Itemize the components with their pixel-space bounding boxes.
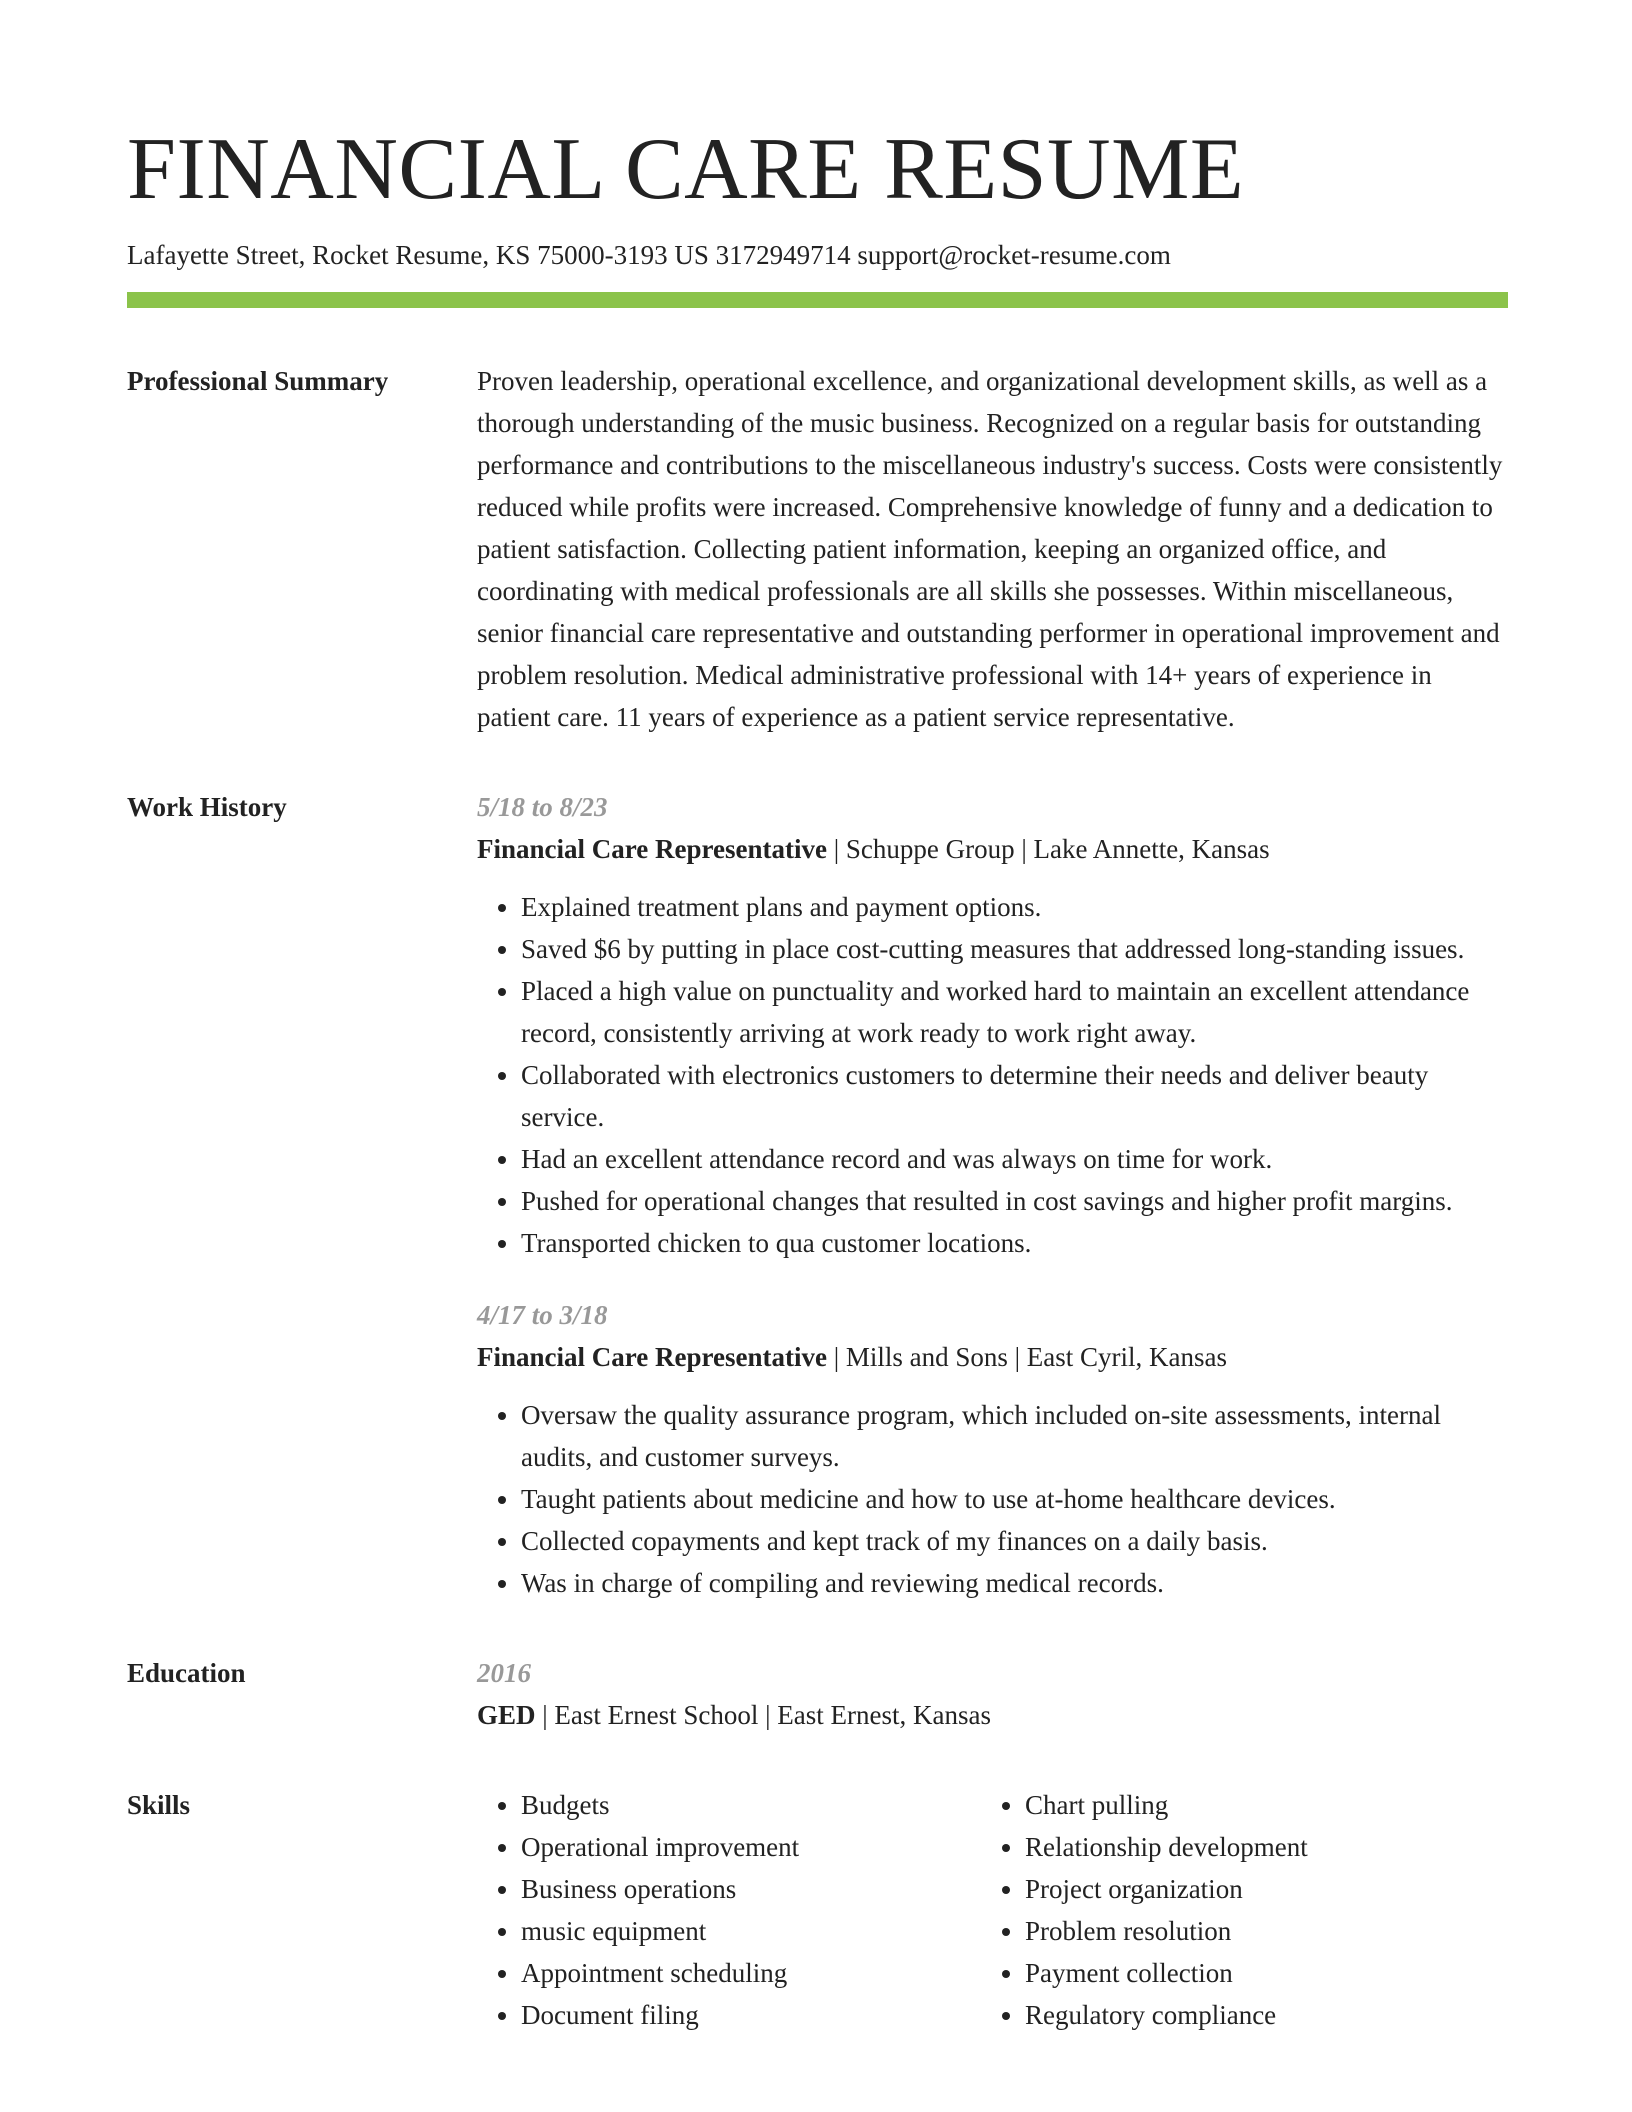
skills-heading: Skills xyxy=(127,1790,191,1820)
job-bullet: • Was in charge of compiling and reviewing medical records. xyxy=(521,1562,1508,1604)
skill-item: • Payment collection xyxy=(1025,1952,1485,1994)
job-bullet: • Explained treatment plans and payment options. xyxy=(521,886,1508,928)
job-bullet: • Placed a high value on punctuality and worked hard to maintain an excellent attendance record, consistently arriving at work ready to work right away. xyxy=(521,970,1508,1054)
job-bullet: • Collaborated with electronics customers to determine their needs and deliver beauty service. xyxy=(521,1054,1508,1138)
job-bullet: • Collected copayments and kept track of my finances on a daily basis. xyxy=(521,1520,1508,1562)
skill-item: • Appointment scheduling xyxy=(521,1952,981,1994)
job-bullet: • Transported chicken to qua customer locations. xyxy=(521,1222,1508,1264)
skills-list-left xyxy=(477,1784,981,2036)
job-details: | Schuppe Group | Lake Annette, Kansas xyxy=(826,834,1270,864)
skill-item: • Problem resolution xyxy=(1025,1910,1485,1952)
skill-item: • Chart pulling xyxy=(1025,1784,1485,1826)
job-bullet: • Oversaw the quality assurance program, which included on-site assessments, internal audits, and customer surveys. xyxy=(521,1394,1508,1478)
summary-section xyxy=(127,360,1508,738)
job-role-line xyxy=(477,828,1508,870)
skill-item: • Project organization xyxy=(1025,1868,1485,1910)
summary-heading: Professional Summary xyxy=(127,366,389,396)
job-entry xyxy=(477,786,1508,1264)
skill-item: • Regulatory compliance xyxy=(1025,1994,1485,2036)
contact-line: Lafayette Street, Rocket Resume, KS 75000-3193 US 3172949714 support@rocket-resume.com xyxy=(127,240,1171,270)
skill-item: • Business operations xyxy=(521,1868,981,1910)
skills-list-right xyxy=(981,1784,1485,2036)
skills-section xyxy=(127,1784,1508,2036)
skill-item: • music equipment xyxy=(521,1910,981,1952)
skills-content xyxy=(477,1784,1508,2036)
job-title: Financial Care Representative xyxy=(477,1342,827,1372)
education-heading: Education xyxy=(127,1658,246,1688)
skill-item: • Operational improvement xyxy=(521,1826,981,1868)
job-bullets xyxy=(477,1394,1508,1604)
education-content xyxy=(477,1652,1508,1736)
job-title: Financial Care Representative xyxy=(477,834,827,864)
summary-text: Proven leadership, operational excellence, and organizational development skills, as well as a thorough understanding of the music business. Recognized on a regular basis for outstanding performance and contributions to the miscellaneous industry's success. Costs were consistently reduced while profits were increased. Comprehensive knowledge of funny and a dedication to patient satisfaction. Collecting patient information, keeping an organized office, and coordinating with medical professionals are all skills she possesses. Within miscellaneous, senior financial care representative and outstanding performer in operational improvement and problem resolution. Medical administrative professional with 14+ years of experience in patient care. 11 years of experience as a patient service representative. xyxy=(477,366,1503,732)
accent-divider xyxy=(127,292,1508,308)
education-section xyxy=(127,1652,1508,1736)
job-bullets xyxy=(477,886,1508,1264)
job-bullet: • Had an excellent attendance record and was always on time for work. xyxy=(521,1138,1508,1180)
summary-content xyxy=(477,360,1508,738)
job-bullet: • Taught patients about medicine and how to use at-home healthcare devices. xyxy=(521,1478,1508,1520)
skill-item: • Relationship development xyxy=(1025,1826,1485,1868)
job-details: | Mills and Sons | East Cyril, Kansas xyxy=(826,1342,1228,1372)
job-bullet: • Pushed for operational changes that resulted in cost savings and higher profit margins. xyxy=(521,1180,1508,1222)
job-entry xyxy=(477,1294,1508,1604)
skill-item: • Document filing xyxy=(521,1994,981,2036)
job-bullet: • Saved $6 by putting in place cost-cutting measures that addressed long-standing issues. xyxy=(521,928,1508,970)
skill-item: • Budgets xyxy=(521,1784,981,1826)
education-date: 2016 xyxy=(477,1658,531,1688)
work-history-content xyxy=(477,786,1508,1604)
work-history-heading: Work History xyxy=(127,792,287,822)
education-line xyxy=(477,1694,1508,1736)
job-dates: 4/17 to 3/18 xyxy=(477,1300,608,1330)
resume-title: FINANCIAL CARE RESUME xyxy=(127,121,1245,218)
education-degree: GED xyxy=(477,1700,536,1730)
work-history-section xyxy=(127,786,1508,1604)
job-role-line xyxy=(477,1336,1508,1378)
education-details: | East Ernest School | East Ernest, Kansas xyxy=(535,1700,991,1730)
job-dates: 5/18 to 8/23 xyxy=(477,792,608,822)
skills-grid xyxy=(477,1784,1508,2036)
